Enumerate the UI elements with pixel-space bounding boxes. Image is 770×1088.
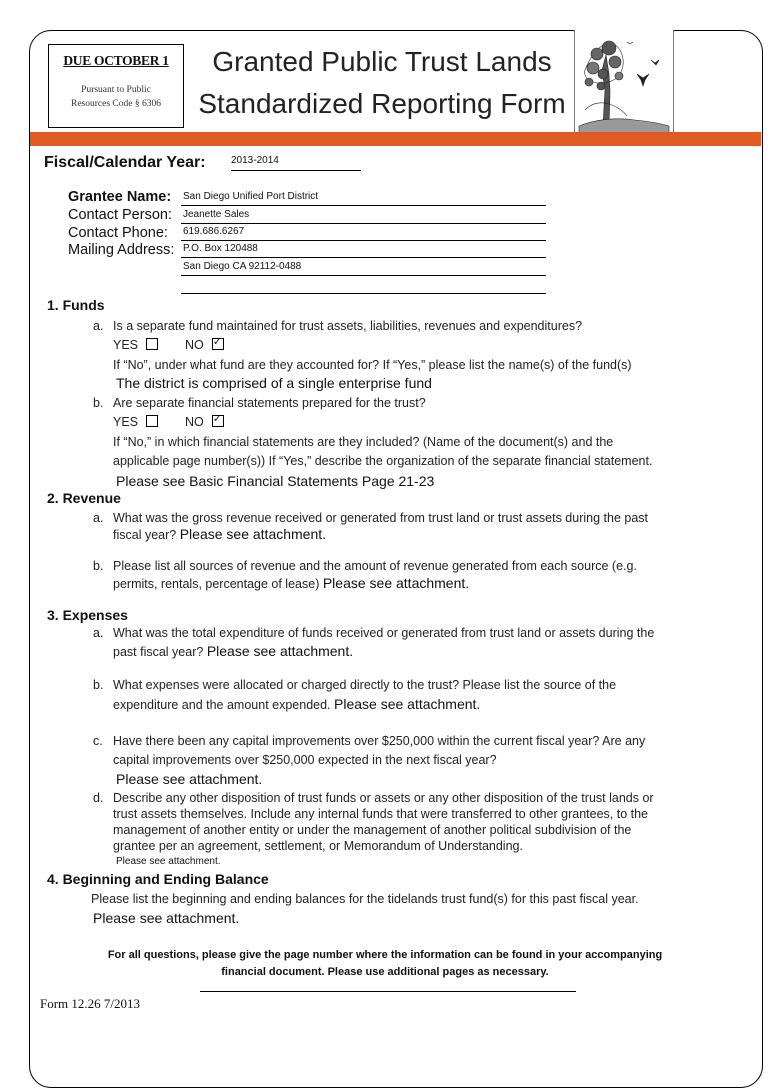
funds-b-answer[interactable]: Please see Basic Financial Statements Page 21-23: [116, 473, 435, 489]
revenue-b-answer[interactable]: Please see attachment.: [322, 575, 470, 591]
citation-line-2: Resources Code § 6306: [71, 99, 161, 109]
due-date-title: DUE OCTOBER 1: [63, 53, 169, 68]
contact-phone-field[interactable]: 619.686.6267: [181, 226, 546, 241]
expenses-d-question-2: trust assets themselves. Include any internal funds that were transferred to other grantees, to the: [113, 807, 649, 821]
funds-a-yes-checkbox[interactable]: [146, 338, 158, 350]
expenses-c-marker: c.: [93, 734, 103, 748]
expenses-d-marker: d.: [93, 791, 104, 805]
expenses-d-question-3: management of another entity or under the management of another political subdivision of the: [113, 823, 632, 837]
revenue-a-question-2: fiscal year? Please see attachment.: [113, 526, 327, 542]
expenses-c-question-1: Have there been any capital improvements over $250,000 within the current fiscal year? Are any: [113, 734, 646, 748]
funds-b-yes-label: YES: [113, 415, 139, 429]
section-funds-title: 1. Funds: [47, 297, 105, 313]
revenue-a-answer[interactable]: Please see attachment.: [179, 526, 327, 542]
form-title-line-1: Granted Public Trust Lands: [212, 46, 552, 77]
revenue-a-question-1: What was the gross revenue received or generated from trust land or trust assets during the past: [113, 511, 648, 525]
mailing-address-label: Mailing Address:: [68, 242, 175, 258]
section-revenue-title: 2. Revenue: [47, 490, 121, 506]
balance-answer[interactable]: Please see attachment.: [93, 910, 240, 926]
expenses-a-marker: a.: [93, 626, 104, 640]
due-date-box: [48, 44, 184, 128]
funds-a-marker: a.: [93, 319, 104, 333]
funds-b-followup-2: applicable page number(s)) If “Yes,” describe the organization of the separate financial statement.: [113, 454, 653, 468]
expenses-a-answer[interactable]: Please see attachment.: [206, 643, 354, 659]
expenses-a-question-1: What was the total expenditure of funds received or generated from trust land or assets during the: [113, 626, 655, 640]
footer-rule: [200, 991, 576, 992]
header-accent-bar: [30, 132, 761, 146]
mailing-address-line-1[interactable]: P.O. Box 120488: [181, 243, 546, 258]
funds-b-yes-checkbox[interactable]: [146, 415, 158, 427]
contact-person-label: Contact Person:: [68, 207, 172, 223]
funds-a-followup: If “No”, under what fund are they accounted for? If “Yes,” please list the name(s) of the fund(s): [113, 358, 632, 372]
expenses-d-question-1: Describe any other disposition of trust funds or assets or any other disposition of the trust lands or: [113, 791, 654, 805]
form-title-line-2: Standardized Reporting Form: [198, 88, 566, 119]
funds-b-options: [113, 414, 224, 430]
tree-and-birds-icon: [575, 30, 673, 134]
due-date-citation: [49, 83, 183, 111]
funds-a-yes-label: YES: [113, 338, 139, 352]
revenue-b-question-1: Please list all sources of revenue and the amount of revenue generated from each source (e.g.: [113, 559, 637, 573]
section-expenses-title: 3. Expenses: [47, 607, 128, 623]
expenses-c-answer[interactable]: Please see attachment.: [116, 771, 263, 787]
mailing-address-line-2[interactable]: San Diego CA 92112-0488: [181, 261, 546, 276]
funds-a-question: Is a separate fund maintained for trust assets, liabilities, revenues and expenditures?: [113, 319, 583, 333]
expenses-d-answer[interactable]: Please see attachment.: [116, 856, 221, 867]
contact-phone-label: Contact Phone:: [68, 225, 168, 241]
instructions-note: [60, 947, 710, 981]
expenses-b-marker: b.: [93, 678, 104, 692]
funds-b-question: Are separate financial statements prepared for the trust?: [113, 396, 426, 410]
grantee-name-field[interactable]: San Diego Unified Port District: [181, 191, 546, 206]
fiscal-year-label: Fiscal/Calendar Year:: [44, 154, 206, 171]
funds-b-followup-1: If “No,” in which financial statements are they included? (Name of the document(s) and the: [113, 435, 614, 449]
citation-line-1: Pursuant to Public: [81, 85, 151, 95]
instructions-note-line-2: financial document. Please use additional pages as necessary.: [221, 966, 549, 978]
expenses-b-question-1: What expenses were allocated or charged directly to the trust? Please list the source of the: [113, 678, 617, 692]
contact-person-field[interactable]: Jeanette Sales: [181, 209, 546, 224]
funds-a-no-label: NO: [184, 338, 204, 352]
revenue-a-marker: a.: [93, 511, 104, 525]
form-identifier: Form 12.26 7/2013: [40, 996, 141, 1011]
section-balance-title: 4. Beginning and Ending Balance: [47, 871, 269, 887]
balance-question: Please list the beginning and ending balances for the tidelands trust fund(s) for this past fiscal year.: [91, 892, 639, 906]
commission-logo: [574, 30, 674, 134]
funds-b-marker: b.: [93, 396, 104, 410]
expenses-b-answer[interactable]: Please see attachment.: [334, 696, 481, 712]
revenue-b-marker: b.: [93, 559, 104, 573]
funds-b-no-checkbox[interactable]: [212, 415, 224, 427]
expenses-b-question-2: expenditure and the amount expended. Please see attachment.: [113, 696, 481, 712]
grantee-name-label: Grantee Name:: [68, 189, 172, 205]
funds-a-options: [113, 337, 224, 353]
revenue-b-question-2: permits, rentals, percentage of lease) Please see attachment.: [113, 575, 470, 591]
expenses-a-question-2: past fiscal year? Please see attachment.: [113, 643, 354, 659]
expenses-c-question-2: capital improvements over $250,000 expected in the next fiscal year?: [113, 753, 497, 767]
expenses-d-question-4: grantee per an agreement, settlement, or Memorandum of Understanding.: [113, 839, 523, 853]
funds-b-no-label: NO: [184, 415, 204, 429]
instructions-note-line-1: For all questions, please give the page number where the information can be found in your accompanying: [107, 949, 663, 961]
mailing-address-line-3[interactable]: [181, 279, 546, 294]
funds-a-no-checkbox[interactable]: [212, 338, 224, 350]
fiscal-year-field[interactable]: 2013-2014: [231, 155, 361, 171]
funds-a-answer[interactable]: The district is comprised of a single enterprise fund: [116, 375, 432, 391]
